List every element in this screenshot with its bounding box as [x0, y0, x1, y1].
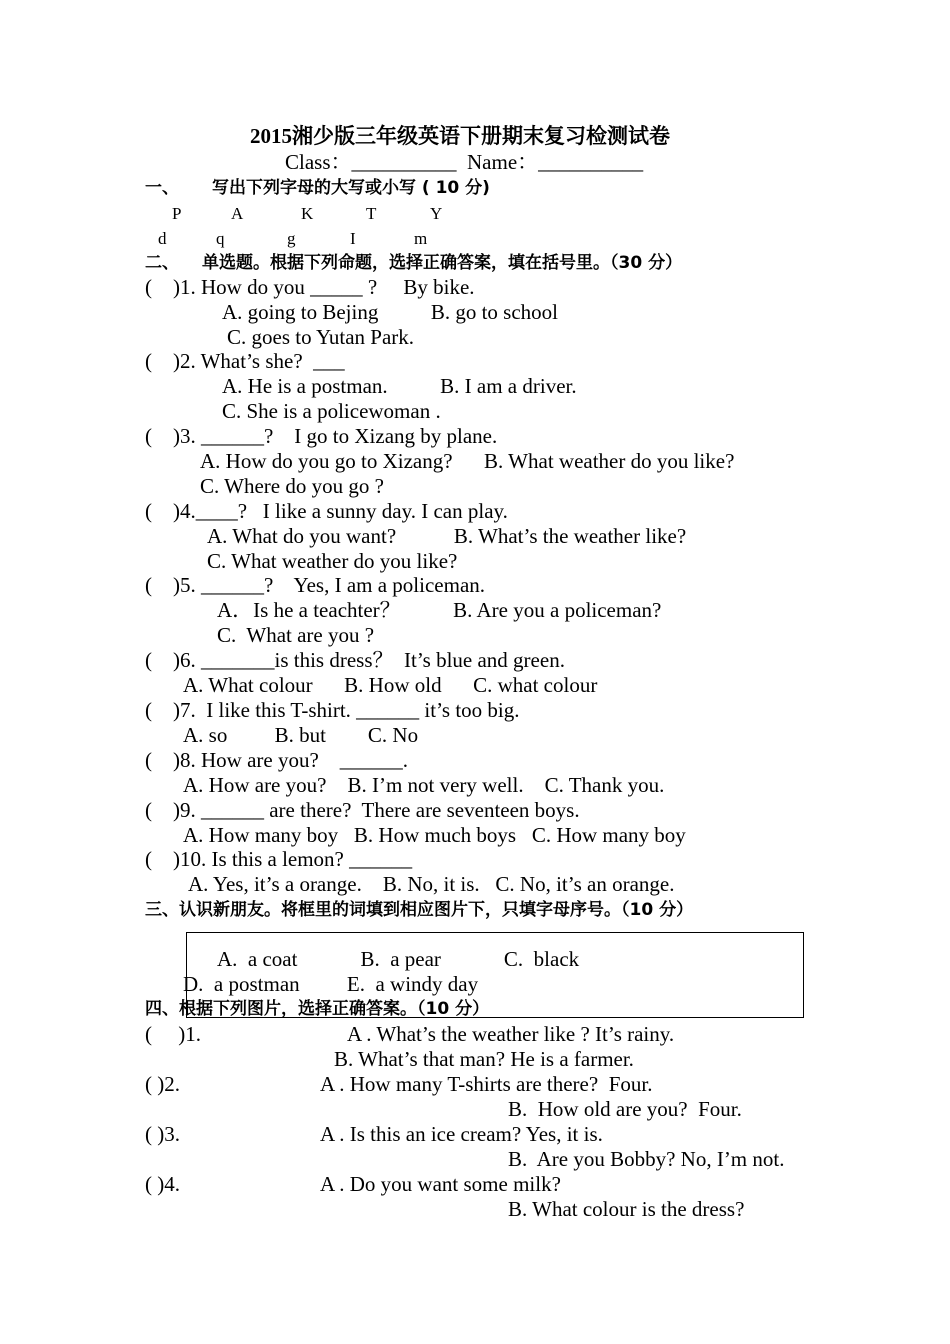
section2-title: 单选题。根据下列命题，选择正确答案，填在括号里。（30 分）: [202, 253, 683, 273]
question-stem: ( )6. _______is this dress？ It’s blue and green.: [145, 648, 565, 672]
option-b: B. Are you Bobby? No, I’m not.: [508, 1147, 785, 1171]
question-options: A. What colour B. How old C. what colour: [183, 673, 598, 697]
question-options: A. going to Bejing B. go to school: [222, 300, 558, 324]
question-number: ( )1.: [145, 1022, 201, 1046]
page-title: 2015湘少版三年级英语下册期末复习检测试卷: [250, 124, 670, 148]
question-stem: ( )8. How are you? ______.: [145, 748, 409, 772]
question-options: A. He is a postman. B. I am a driver.: [222, 374, 577, 398]
question-options: C. goes to Yutan Park.: [227, 325, 415, 349]
question-number: ( )4.: [145, 1172, 180, 1196]
word-box-row: A. a coat B. a pear C. black: [217, 947, 580, 971]
option-a: A . Is this an ice cream? Yes, it is.: [320, 1122, 603, 1146]
letter-item: P: [172, 204, 182, 223]
option-b: B. How old are you? Four.: [508, 1097, 742, 1121]
question-options: C. What are you ?: [217, 623, 375, 647]
letter-item: d: [158, 229, 167, 248]
section2-label: 二、: [145, 253, 179, 273]
class-name-line: Class：__________ Name：__________: [285, 150, 644, 174]
option-b: B. What’s that man? He is a farmer.: [334, 1047, 634, 1071]
question-stem: ( )5. ______? Yes, I am a policeman.: [145, 573, 486, 597]
section1-label: 一、: [145, 178, 179, 198]
question-number: ( )2.: [145, 1072, 180, 1096]
question-options: C. Where do you go ?: [200, 474, 384, 498]
question-options: A. How do you go to Xizang? B. What weather do you like?: [200, 449, 735, 473]
question-number: ( )3.: [145, 1122, 180, 1146]
letter-item: Y: [430, 204, 443, 223]
option-a: A . Do you want some milk?: [320, 1172, 561, 1196]
letter-item: K: [301, 204, 314, 223]
section4-title: 四、根据下列图片，选择正确答案。（10 分）: [145, 999, 490, 1019]
letter-item: A: [231, 204, 244, 223]
question-options: A. Yes, it’s a orange. B. No, it is. C. No, it’s an orange.: [188, 872, 675, 896]
question-stem: ( )4.____? I like a sunny day. I can play.: [145, 499, 508, 523]
question-options: C. What weather do you like?: [207, 549, 458, 573]
question-options: A. so B. but C. No: [183, 723, 419, 747]
question-stem: ( )9. ______ are there? There are seventeen boys.: [145, 798, 580, 822]
letter-item: g: [287, 229, 296, 248]
option-a: A . What’s the weather like ? It’s rainy.: [347, 1022, 675, 1046]
question-stem: ( )1. How do you _____ ? By bike.: [145, 275, 475, 299]
question-options: A. How are you? B. I’m not very well. C. Thank you.: [183, 773, 665, 797]
question-options: A. How many boy B. How much boys C. How many boy: [183, 823, 686, 847]
letter-item: m: [414, 229, 428, 248]
question-stem: ( )10. Is this a lemon? ______: [145, 847, 413, 871]
option-b: B. What colour is the dress?: [508, 1197, 745, 1221]
letter-item: T: [366, 204, 377, 223]
question-options: C. She is a policewoman .: [222, 399, 441, 423]
section3-title: 三、认识新朋友。将框里的词填到相应图片下，只填字母序号。（10 分）: [145, 900, 694, 920]
question-stem: ( )2. What’s she? ___: [145, 349, 345, 373]
option-a: A . How many T-shirts are there? Four.: [320, 1072, 653, 1096]
letter-item: I: [350, 229, 356, 248]
word-box-row: D. a postman E. a windy day: [183, 972, 479, 996]
question-options: A. What do you want? B. What’s the weather like?: [207, 524, 687, 548]
question-options: A．Is he a teachter？ B. Are you a policeman?: [217, 598, 662, 622]
letter-item: q: [216, 229, 225, 248]
question-stem: ( )3. ______? I go to Xizang by plane.: [145, 424, 498, 448]
section1-title: 写出下列字母的大写或小写 ( 10 分): [212, 178, 490, 198]
question-stem: ( )7. I like this T-shirt. ______ it’s too big.: [145, 698, 520, 722]
